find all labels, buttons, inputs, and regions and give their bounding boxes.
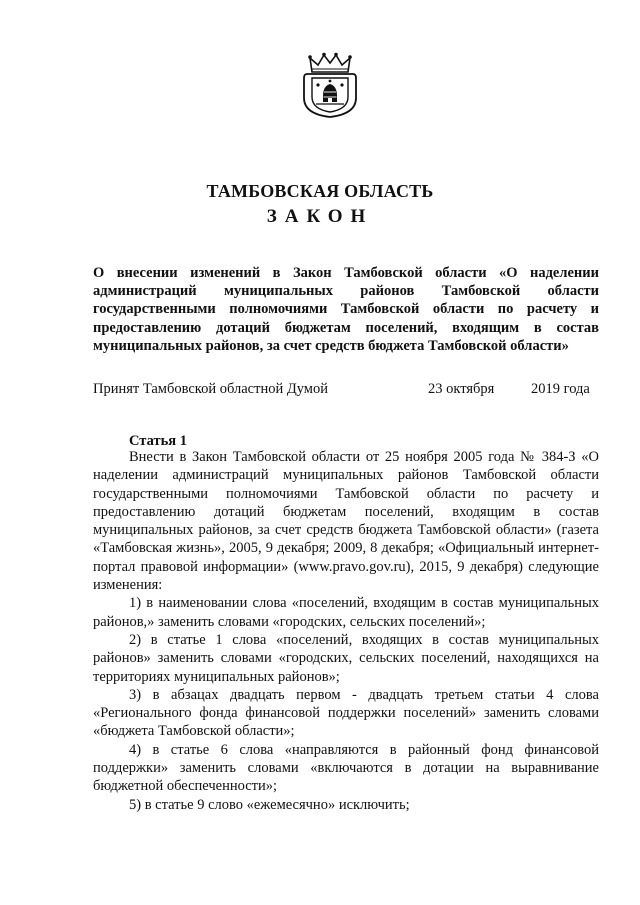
region-heading: ТАМБОВСКАЯ ОБЛАСТЬ	[206, 181, 434, 201]
document-type-heading: ЗАКОН	[266, 206, 374, 227]
paragraph: 1) в наименовании слова «поселений, входящим в состав муниципальных районов,» заменить словами «городских, сельских поселений»;	[93, 595, 599, 630]
adopted-by: Принят Тамбовской областной Думой	[93, 381, 328, 397]
paragraph: 4) в статье 6 слова «направляются в районный фонд финансовой поддержки» заменить словами «включаются в дотации на выравнивание бюджетной обеспеченности»;	[93, 741, 599, 795]
paragraph: 2) в статье 1 слова «поселений, входящих в состав муниципальных районов» заменить словами «городских, сельских поселений, находящихся на территориях муниципальных районов»;	[93, 631, 599, 685]
article-heading: Статья 1	[129, 433, 187, 449]
paragraph: 3) в абзацах двадцать первом - двадцать третьем статьи 4 слова «Регионального фонда финансовой поддержки поселений» заменить словами «бюджета Тамбовской области»;	[93, 686, 599, 740]
adoption-date: 23 октября	[428, 381, 495, 397]
paragraph: 5) в статье 9 слово «ежемесячно» исключить;	[129, 796, 410, 813]
paragraph: Внести в Закон Тамбовской области от 25 ноября 2005 года № 384-З «О наделении администраций муниципальных районов Тамбовской области государственными полномочиями Тамбовской области по расчету и предоставлению дотаций бюджетам поселений, входящим в состав муниципальных районов, за счет средств бюджета Тамбовской области» (газета «Тамбовская жизнь», 2005, 9 декабря; 2009, 8 декабря; «Официальный интернет-портал правовой информации» (www.pravo.gov.ru), 2015, 9 декабря) следующие изменения:	[93, 449, 599, 594]
tambov-coat-of-arms-icon	[302, 52, 358, 118]
law-title: О внесении изменений в Закон Тамбовской области «О наделении администраций муниципальных районов Тамбовской области государственными полномочиями Тамбовской области по расчету и предоставлению дотаций бюджетам поселений, входящим в состав муниципальных районов, за счет средств бюджета Тамбовской области»	[93, 265, 599, 354]
article-body	[93, 448, 599, 814]
adoption-year: 2019 года	[531, 381, 590, 397]
